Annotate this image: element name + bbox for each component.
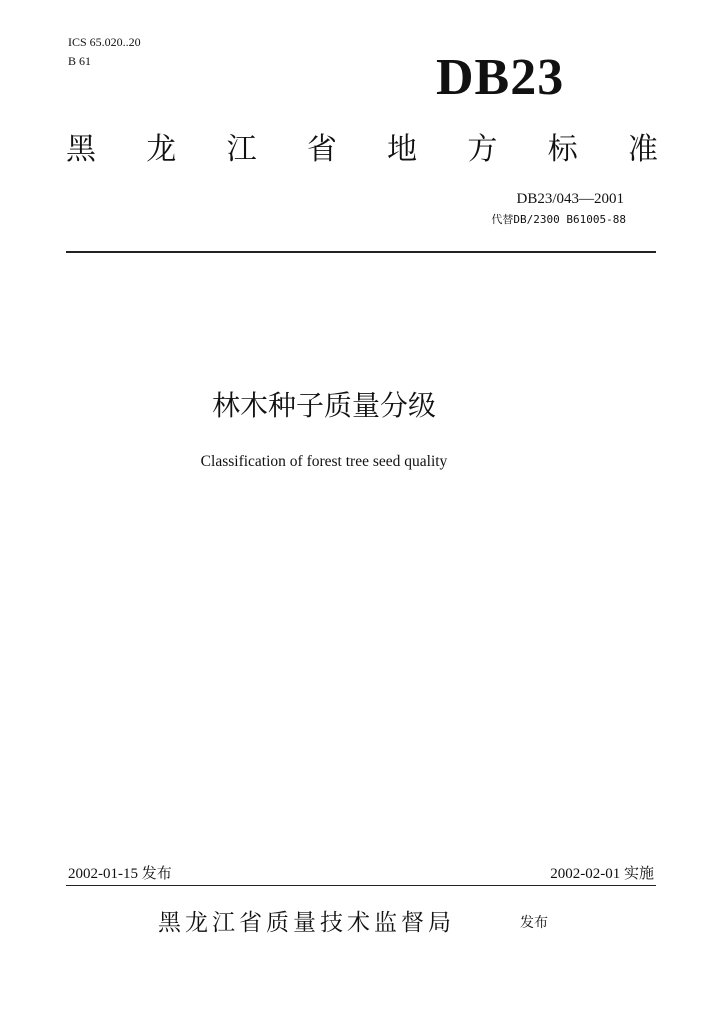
footer-divider [66, 885, 656, 886]
standard-number: DB23/043—2001 [516, 191, 624, 207]
standard-type-char: 江 [226, 132, 257, 167]
issuing-authority-suffix: 发布 [520, 915, 548, 931]
document-title-en: Classification of forest tree seed quality [200, 453, 448, 470]
issuing-authority: 黑龙江省质量技术监督局 [158, 910, 455, 936]
standard-type-char: 标 [547, 132, 578, 167]
standard-type-char: 省 [306, 132, 337, 167]
standard-type-char: 龙 [146, 132, 177, 167]
issue-date: 2002-01-15 发布 [68, 866, 172, 882]
ccs-code: B 61 [68, 54, 92, 68]
ics-code: ICS 65.020..20 [68, 35, 141, 49]
document-title-zh: 林木种子质量分级 [211, 389, 436, 422]
replaces-note: 代替DB/2300 B61005-88 [491, 213, 626, 226]
standard-type-heading [66, 130, 658, 170]
standard-type-char: 准 [627, 132, 658, 167]
header-divider [66, 251, 656, 253]
standard-type-char: 方 [467, 132, 498, 167]
standard-type-char: 地 [387, 132, 418, 167]
standard-type-char: 黑 [66, 132, 96, 167]
implementation-date: 2002-02-01 实施 [550, 866, 654, 882]
standard-logo: DB23 [436, 49, 565, 106]
